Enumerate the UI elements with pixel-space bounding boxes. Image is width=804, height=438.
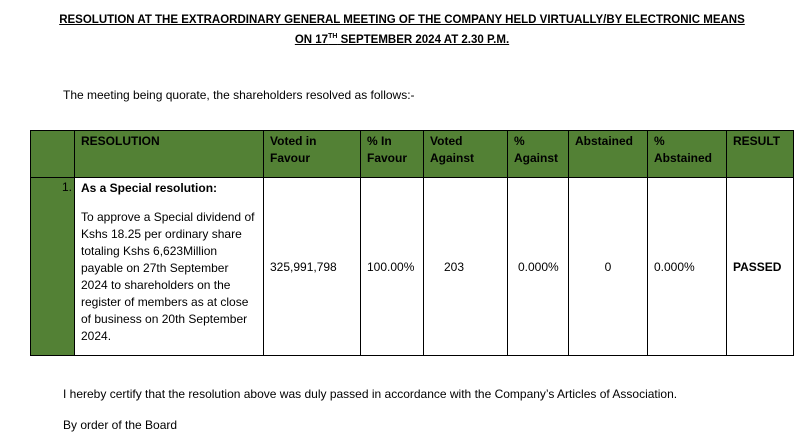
header-pct-against: % Against xyxy=(508,131,569,178)
table-row xyxy=(31,178,794,356)
header-abstained: Abstained xyxy=(569,131,648,178)
document-title: RESOLUTION AT THE EXTRAORDINARY GENERAL MEETING OF THE COMPANY HELD VIRTUALLY/BY ELECTRONIC MEANS xyxy=(59,14,745,26)
cell-pct-abstained: 0.000% xyxy=(648,178,727,356)
cell-voted-favour: 325,991,798 xyxy=(264,178,361,356)
header-pct-abstained: % Abstained xyxy=(648,131,727,178)
header-voted-against: Voted Against xyxy=(424,131,508,178)
table-header xyxy=(31,131,794,178)
header-resolution: RESOLUTION xyxy=(75,131,264,178)
intro-text: The meeting being quorate, the shareholders resolved as follows:- xyxy=(63,88,415,102)
header-result: RESULT xyxy=(727,131,794,178)
resolution-table xyxy=(30,130,794,356)
cell-abstained: 0 xyxy=(569,178,648,356)
row-resolution xyxy=(75,178,264,356)
cell-pct-against: 0.000% xyxy=(508,178,569,356)
header-pct-favour: % In Favour xyxy=(361,131,424,178)
resolution-heading: As a Special resolution: xyxy=(81,181,218,195)
closing-text: By order of the Board xyxy=(63,418,178,432)
header-number xyxy=(31,131,75,178)
resolution-text: To approve a Special dividend of Kshs 18.25 per ordinary share totaling Kshs 6,623Million payable on 27th September 2024 to shareholders on the register of members as at close of business on 20th September 2024. xyxy=(81,210,255,343)
row-number: 1. xyxy=(31,178,75,356)
header-voted-favour: Voted in Favour xyxy=(264,131,361,178)
subtitle-date: ON 17 xyxy=(294,33,329,46)
cell-voted-against: 203 xyxy=(424,178,508,356)
cell-result: PASSED xyxy=(727,178,794,356)
cell-pct-favour: 100.00% xyxy=(361,178,424,356)
subtitle-rest: SEPTEMBER 2024 AT 2.30 P.M. xyxy=(337,33,510,46)
document-subtitle xyxy=(0,29,804,48)
subtitle-sup: TH xyxy=(328,33,338,40)
certification-text: I hereby certify that the resolution above was duly passed in accordance with the Company’s Articles of Association. xyxy=(63,387,678,401)
